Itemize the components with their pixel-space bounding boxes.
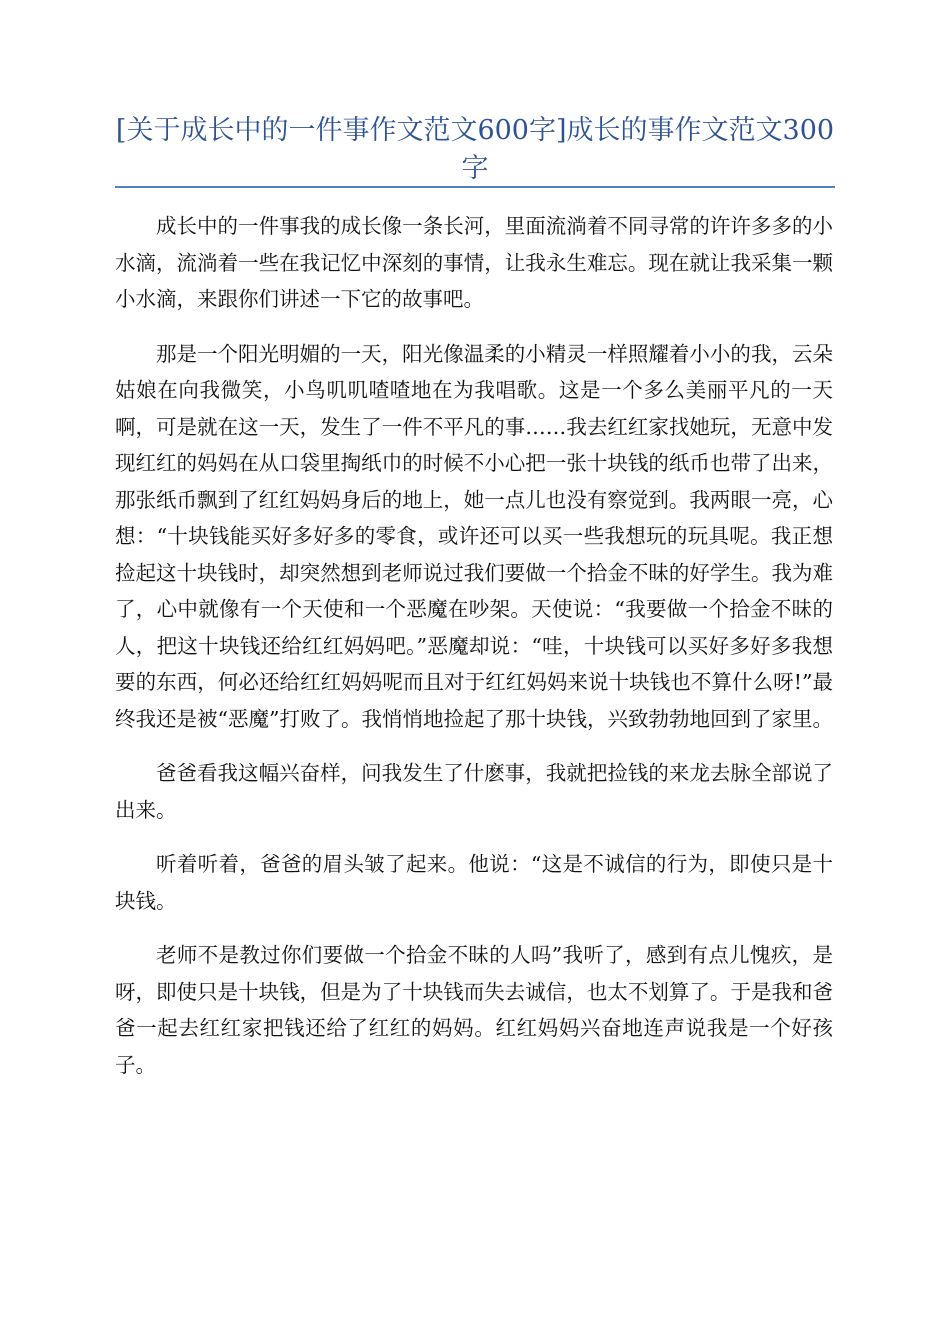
paragraph-1: 成长中的一件事我的成长像一条长河，里面流淌着不同寻常的许许多多的小水滴，流淌着一些在我记忆中深刻的事情，让我永生难忘。现在就让我采集一颗小水滴，来跟你们讲述一下它的故事吧。 [115, 214, 833, 311]
paragraph-3: 爸爸看我这幅兴奋样，问我发生了什麽事，我就把捡钱的来龙去脉全部说了出来。 [115, 761, 833, 822]
paragraph-4: 听着听着，爸爸的眉头皱了起来。他说：“这是不诚信的行为，即使只是十块钱。 [115, 852, 833, 913]
document-body [115, 208, 833, 1101]
paragraph-5: 老师不是教过你们要做一个拾金不昧的人吗”我听了，感到有点儿愧疚，是呀，即使只是十块钱，但是为了十块钱而失去诚信，也太不划算了。于是我和爸爸一起去红红家把钱还给了红红的妈妈。红红妈妈兴奋地连声说我是一个好孩子。 [115, 943, 833, 1077]
paragraph-2: 那是一个阳光明媚的一天，阳光像温柔的小精灵一样照耀着小小的我，云朵姑娘在向我微笑，小鸟叽叽喳喳地在为我唱歌。这是一个多么美丽平凡的一天啊，可是就在这一天，发生了一件不平凡的事……我去红红家找她玩，无意中发现红红的妈妈在从口袋里掏纸巾的时候不小心把一张十块钱的纸币也带了出来，那张纸币飘到了红红妈妈身后的地上，她一点儿也没有察觉到。我两眼一亮，心想：“十块钱能买好多好多的零食，或许还可以买一些我想玩的玩具呢。我正想捡起这十块钱时，却突然想到老师说过我们要做一个拾金不昧的好学生。我为难了，心中就像有一个天使和一个恶魔在吵架。天使说：“我要做一个拾金不昧的人，把这十块钱还给红红妈妈吧。”恶魔却说：“哇，十块钱可以买好多好多我想要的东西，何必还给红红妈妈呢而且对于红红妈妈来说十块钱也不算什么呀!”最终我还是被“恶魔”打败了。我悄悄地捡起了那十块钱，兴致勃勃地回到了家里。 [115, 341, 833, 731]
document-title: [关于成长中的一件事作文范文600字]成长的事作文范文300字 [115, 115, 835, 184]
title-underline-divider [115, 186, 835, 188]
